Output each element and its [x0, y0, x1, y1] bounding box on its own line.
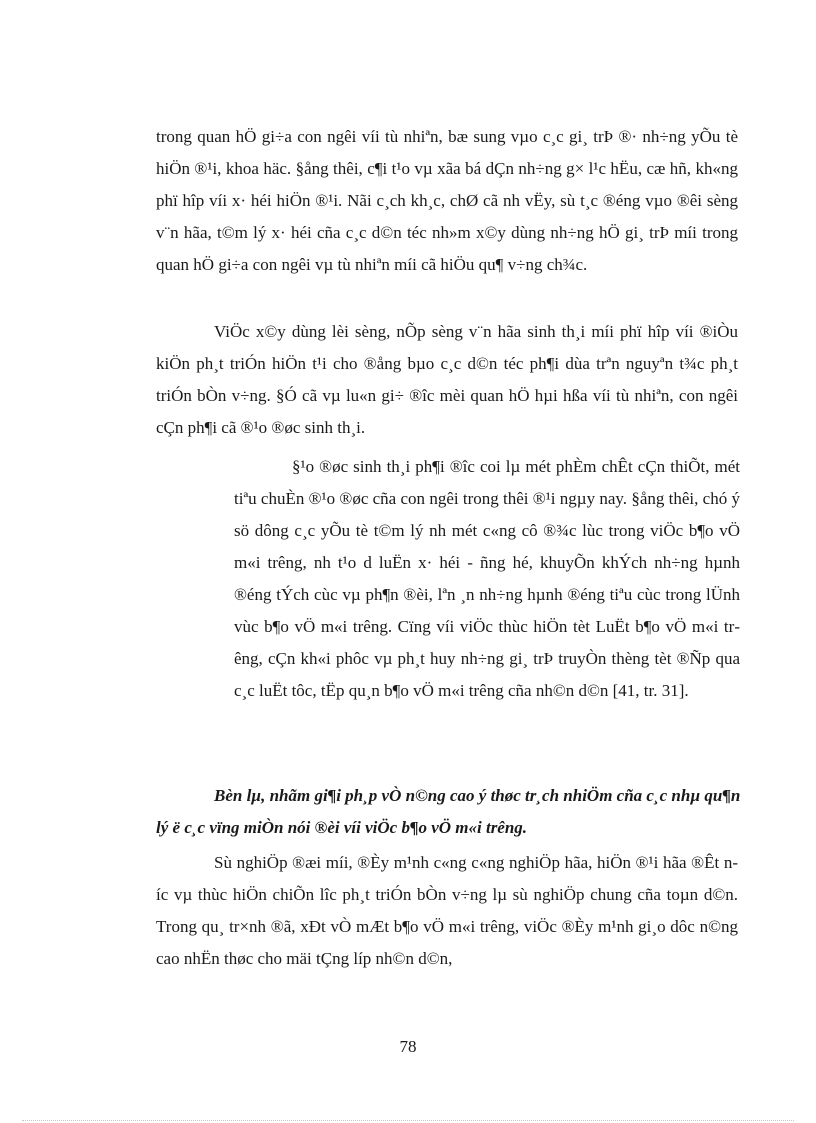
- body-paragraph-1: trong quan hÖ gi÷a con ngêi víi tù nhiªn, bæ sung vµo c¸c gi¸ trÞ ®· nh÷ng yÕu tè hiÖn ®¹i, khoa häc. §ång thêi, c¶i t¹o vµ xãa bá dÇn nh÷ng g× l¹c hËu, cæ hñ, kh«ng phï hîp víi x· héi hiÖn ®¹i. Nãi c¸ch kh¸c, chØ cã nh vËy, sù t¸c ®éng vµo ®êi sèng v¨n hãa, t©m lý x· héi cña c¸c d©n téc nh»m x©y dùng nh÷ng hÖ gi¸ trÞ míi trong quan hÖ gi÷a con ngêi vµ tù nhiªn míi cã hiÖu qu¶ v÷ng ch¾c.: [156, 127, 738, 274]
- body-paragraph-2: ViÖc x©y dùng lèi sèng, nÕp sèng v¨n hãa sinh th¸i míi phï hîp víi ®iÒu kiÖn ph¸t triÓn hiÖn t¹i cho ®ång bµo c¸c d©n téc ph¶i dùa trªn nguyªn t¾c ph¸t triÓn bÒn v÷ng. §Ó cã vµ lu«n gi÷ ®îc mèi quan hÖ hµi hßa víi tù nhiªn, con ngêi cÇn ph¶i cã ®¹o ®øc sinh th¸i.: [156, 322, 738, 437]
- block-quote: §¹o ®øc sinh th¸i ph¶i ®îc coi lµ mét phÈm chÊt cÇn thiÕt, mét tiªu chuÈn ®¹o ®øc cña con ngêi trong thêi ®¹i ngµy nay. §ång thêi, chó ý sö dông c¸c yÕu tè t©m lý nh mét c«ng cô ®¾c lùc trong viÖc b¶o vÖ m«i trêng, nh t¹o d luËn x· héi - ñng hé, khuyÕn khÝch nh÷ng hµnh ®éng tÝch cùc vµ ph¶n ®èi, lªn ¸n nh÷ng hµnh ®éng tiªu cùc trong lÜnh vùc b¶o vÖ m«i trêng. Cïng víi viÖc thùc hiÖn tèt LuËt b¶o vÖ m«i trêng, cÇn kh«i phôc vµ ph¸t huy nh÷ng gi¸ trÞ truyÒn thèng tèt ®Ñp qua c¸c luËt tôc, tËp qu¸n b¶o vÖ m«i trêng cña nh©n d©n [41, tr. 31].: [234, 457, 740, 700]
- page-bottom-divider: [22, 1120, 794, 1121]
- body-paragraph-3: Sù nghiÖp ®æi míi, ®Èy m¹nh c«ng c«ng nghiÖp hãa, hiÖn ®¹i hãa ®Êt níc vµ thùc hiÖn chiÕn lîc ph¸t triÓn bÒn v÷ng lµ sù nghiÖp chung cña toµn d©n. Trong qu¸ tr×nh ®ã, xÐt vÒ mÆt b¶o vÖ m«i trêng, viÖc ®Èy m¹nh gi¸o dôc n©ng cao nhËn thøc cho mäi tÇng líp nh©n d©n,: [156, 853, 738, 968]
- section-heading: Bèn lµ, nhãm gi¶i ph¸p vÒ n©ng cao ý thøc tr¸ch nhiÖm cña c¸c nhµ qu¶n lý ë c¸c vïng miÒn nói ®èi víi viÖc b¶o vÖ m«i trêng.: [156, 786, 741, 837]
- page-number: 78: [399, 1037, 417, 1056]
